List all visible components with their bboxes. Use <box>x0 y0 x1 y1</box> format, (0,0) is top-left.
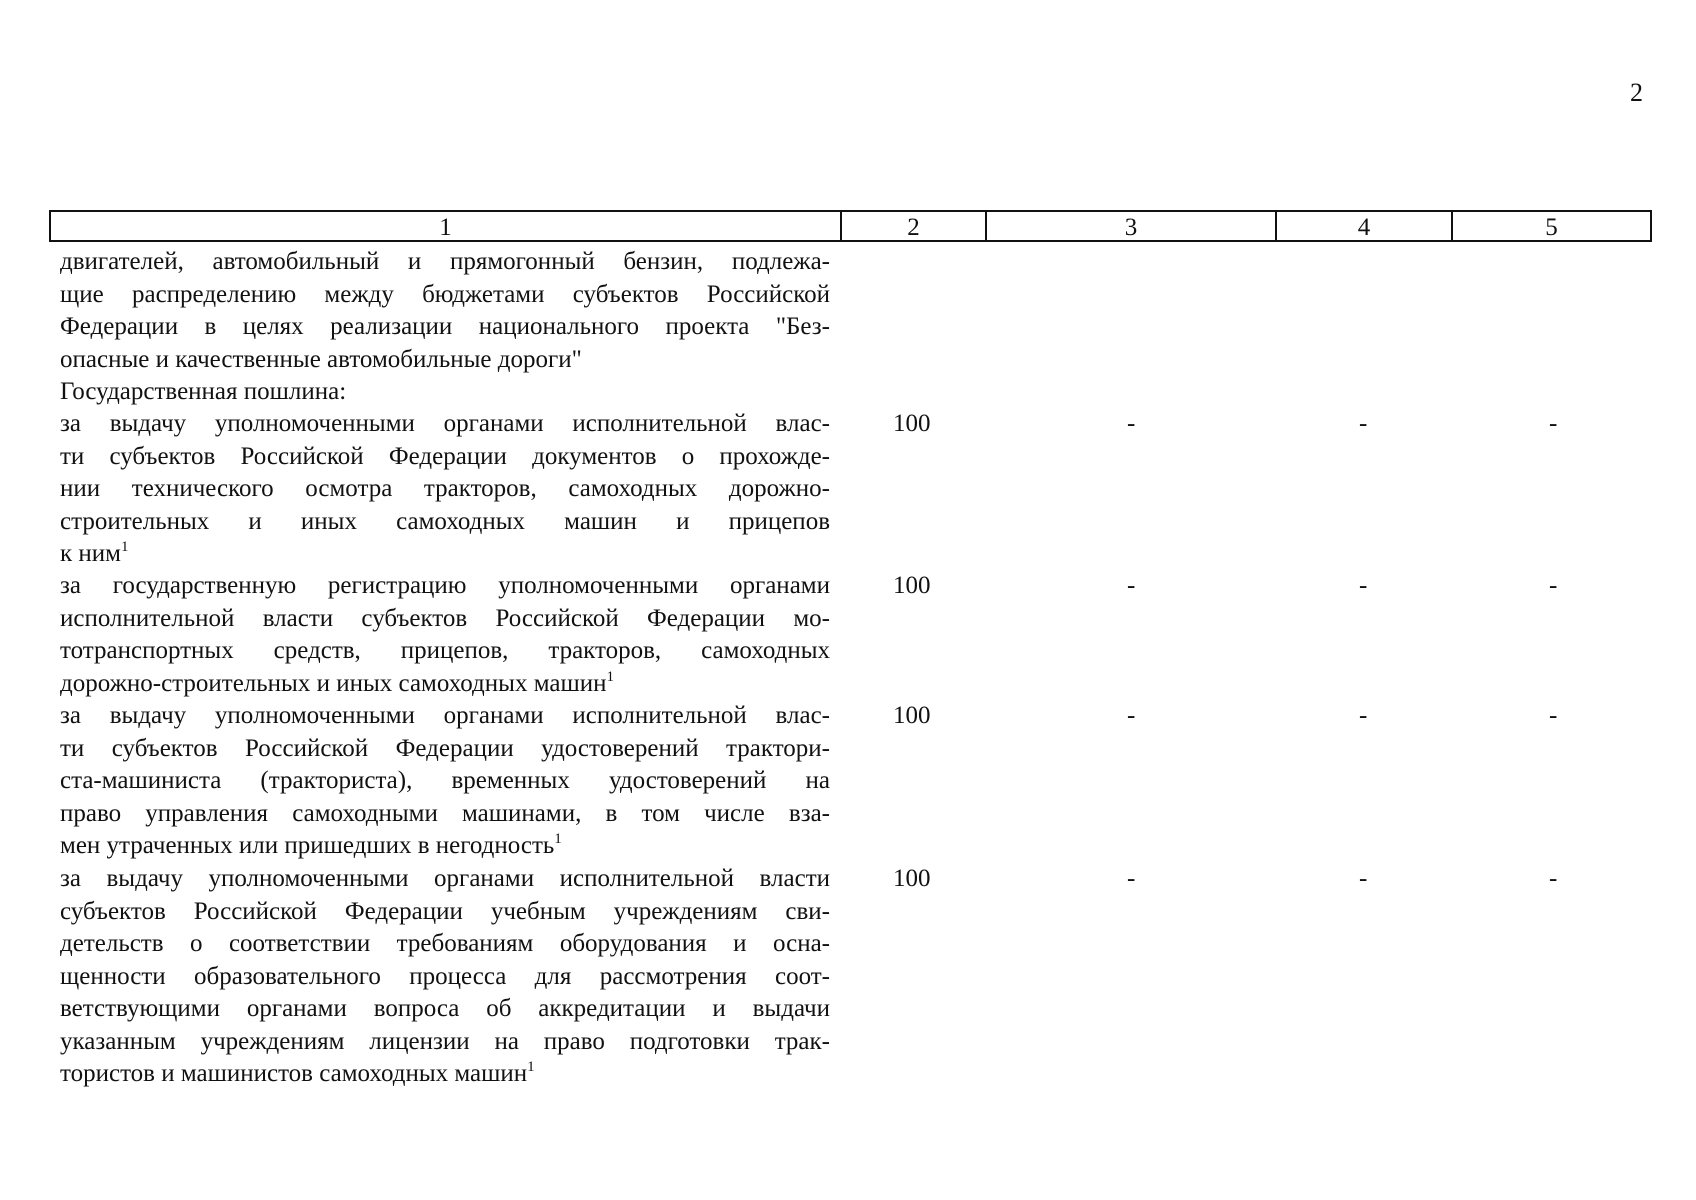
footnote-mark: 1 <box>554 831 562 847</box>
text-line: за выдачу уполномоченными органами исполнительной власти <box>60 865 830 892</box>
text-line: тористов и машинистов самоходных машин <box>60 1060 528 1087</box>
table-row-3-description <box>60 700 830 863</box>
text-line: тотранспортных средств, прицепов, тракторов, самоходных <box>60 637 830 664</box>
column-3-header: 3 <box>987 212 1277 240</box>
row-1-col-2: 100 <box>893 410 931 437</box>
row-3-col-3: - <box>1127 702 1136 729</box>
row-2-col-3: - <box>1127 572 1136 599</box>
text-line: мен утраченных или пришедших в негодность <box>60 832 555 859</box>
text-line: щие распределению между бюджетами субъектов Российской <box>60 280 830 308</box>
row-3-col-5: - <box>1549 702 1558 729</box>
column-number-header <box>49 210 1652 242</box>
text-line: ветствующими органами вопроса об аккредитации и выдачи <box>60 995 830 1022</box>
column-4-header: 4 <box>1277 212 1453 240</box>
page-number: 2 <box>1630 78 1643 107</box>
text-line: к ним <box>60 540 121 567</box>
row-2-col-2: 100 <box>893 572 931 599</box>
text-line: дорожно-строительных и иных самоходных машин <box>60 669 607 697</box>
column-1-header: 1 <box>51 212 842 240</box>
text-line: за государственную регистрацию уполномоченными органами <box>60 572 830 599</box>
row-1-col-4: - <box>1359 410 1368 437</box>
text-line: указанным учреждениям лицензии на право подготовки трак- <box>60 1027 830 1055</box>
row-3-col-4: - <box>1359 702 1368 729</box>
table-row-1-description <box>60 408 830 571</box>
text-line: право управления самоходными машинами, в том числе вза- <box>60 799 830 827</box>
footnote-mark: 1 <box>606 668 614 685</box>
column-2-header: 2 <box>842 212 987 240</box>
text-line: за выдачу уполномоченными органами исполнительной влас- <box>60 410 830 437</box>
row-4-col-3: - <box>1127 865 1136 892</box>
row-2-col-5: - <box>1549 572 1558 599</box>
text-line: ста-машиниста (тракториста), временных удостоверений на <box>60 767 830 794</box>
footnote-mark: 1 <box>527 1059 535 1075</box>
continuation-text <box>60 246 830 409</box>
column-5-header: 5 <box>1545 214 1558 241</box>
text-line: нии технического осмотра тракторов, самоходных дорожно- <box>60 475 830 502</box>
row-4-col-4: - <box>1359 865 1368 892</box>
text-line: исполнительной власти субъектов Российской Федерации мо- <box>60 604 830 632</box>
row-4-col-2: 100 <box>893 865 931 892</box>
row-3-col-2: 100 <box>893 702 931 729</box>
text-line: строительных и иных самоходных машин и прицепов <box>60 507 830 535</box>
table-row-4-description <box>60 863 830 1091</box>
table-row-2-description <box>60 570 830 700</box>
text-line: щенности образовательного процесса для рассмотрения соот- <box>60 962 830 990</box>
row-2-col-4: - <box>1359 572 1368 599</box>
row-1-col-3: - <box>1127 410 1136 437</box>
text-line: двигателей, автомобильный и прямогонный бензин, подлежа- <box>60 248 830 275</box>
text-line: за выдачу уполномоченными органами исполнительной влас- <box>60 702 830 729</box>
text-line: Федерации в целях реализации национального проекта "Без- <box>60 313 830 340</box>
row-1-col-5: - <box>1549 410 1558 437</box>
text-line: ти субъектов Российской Федерации документов о прохожде- <box>60 442 830 470</box>
text-line: ти субъектов Российской Федерации удостоверений трактори- <box>60 734 830 762</box>
text-line: детельств о соответствии требованиям оборудования и осна- <box>60 930 830 957</box>
row-4-col-5: - <box>1549 865 1558 892</box>
section-heading: Государственная пошлина: <box>60 378 347 405</box>
footnote-mark: 1 <box>120 539 129 555</box>
text-line: субъектов Российской Федерации учебным учреждениям сви- <box>60 897 830 925</box>
text-line: опасные и качественные автомобильные дороги" <box>60 345 582 373</box>
